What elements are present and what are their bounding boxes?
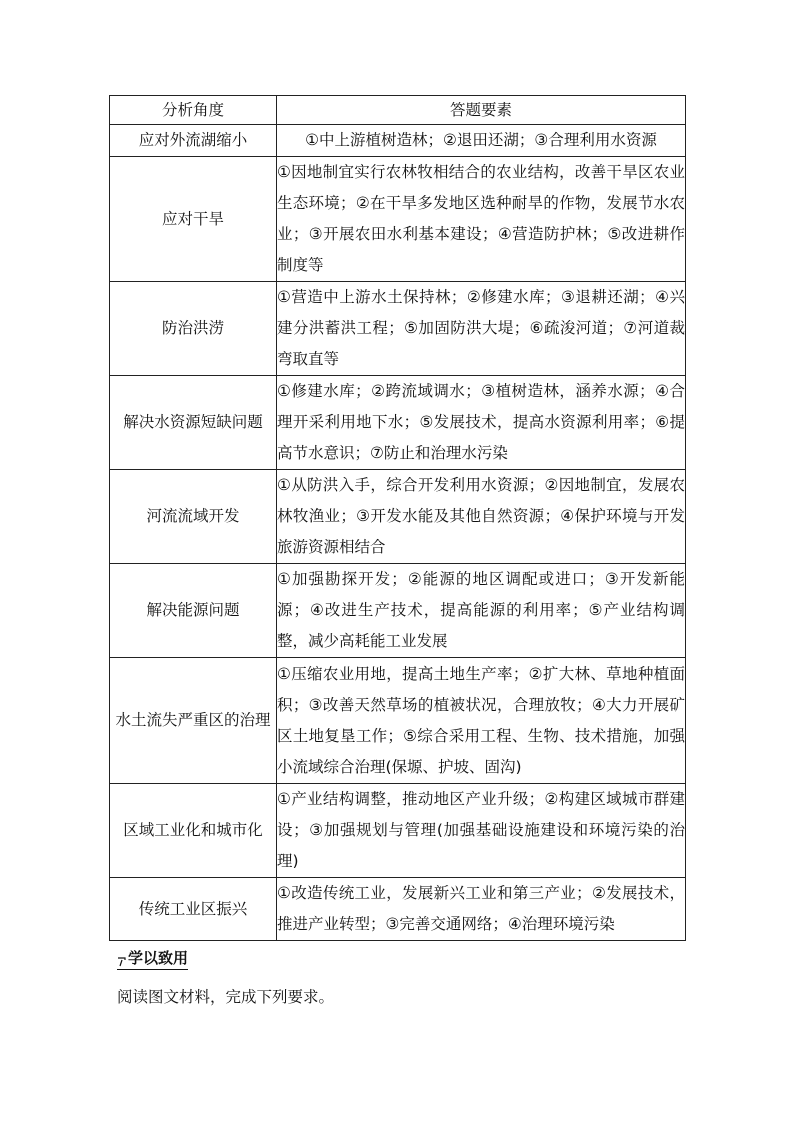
table-row bbox=[110, 157, 686, 282]
row-angle: 解决能源问题 bbox=[110, 564, 277, 658]
row-angle: 河流流域开发 bbox=[110, 470, 277, 564]
row-elements: ①产业结构调整，推动地区产业升级；②构建区域城市群建设；③加强规划与管理(加强基础设施建设和环境污染的治理) bbox=[277, 784, 686, 878]
table-row bbox=[110, 658, 686, 784]
instruction-text: 阅读图文材料，完成下列要求。 bbox=[117, 988, 335, 1006]
row-elements: ①压缩农业用地，提高土地生产率；②扩大林、草地种植面积；③改善天然草场的植被状况，合理放牧；④大力开展矿区土地复垦工作；⑤综合采用工程、生物、技术措施，加强小流域综合治理(保塬、护坡、固沟) bbox=[277, 658, 686, 784]
row-angle: 解决水资源短缺问题 bbox=[110, 376, 277, 470]
row-angle: 水土流失严重区的治理 bbox=[110, 658, 277, 784]
row-elements: ①从防洪入手，综合开发利用水资源；②因地制宜，发展农林牧渔业；③开发水能及其他自然资源；④保护环境与开发旅游资源相结合 bbox=[277, 470, 686, 564]
section-heading-text: 学以致用 bbox=[128, 949, 189, 967]
bracket-mark-icon bbox=[117, 952, 127, 964]
table-row bbox=[110, 784, 686, 878]
row-angle: 区域工业化和城市化 bbox=[110, 784, 277, 878]
table-row bbox=[110, 376, 686, 470]
table-header-row bbox=[110, 96, 686, 125]
table-row bbox=[110, 878, 686, 941]
row-elements: ①因地制宜实行农林牧相结合的农业结构，改善干旱区农业生态环境；②在干旱多发地区选种耐旱的作物，发展节水农业；③开展农田水利基本建设；④营造防护林；⑤改进耕作制度等 bbox=[277, 157, 686, 282]
analysis-table bbox=[109, 95, 686, 941]
header-elements: 答题要素 bbox=[277, 96, 686, 125]
row-angle: 应对干旱 bbox=[110, 157, 277, 282]
row-elements: ①营造中上游水土保持林；②修建水库；③退耕还湖；④兴建分洪蓄洪工程；⑤加固防洪大堤；⑥疏浚河道；⑦河道裁弯取直等 bbox=[277, 282, 686, 376]
header-angle: 分析角度 bbox=[110, 96, 277, 125]
row-elements: ①修建水库；②跨流域调水；③植树造林，涵养水源；④合理开采利用地下水；⑤发展技术，提高水资源利用率；⑥提高节水意识；⑦防止和治理水污染 bbox=[277, 376, 686, 470]
table-row bbox=[110, 470, 686, 564]
row-angle: 防治洪涝 bbox=[110, 282, 277, 376]
row-angle: 传统工业区振兴 bbox=[110, 878, 277, 941]
row-elements: ①中上游植树造林；②退田还湖；③合理利用水资源 bbox=[277, 125, 686, 157]
section-heading bbox=[117, 947, 188, 970]
table-row bbox=[110, 125, 686, 157]
table-row bbox=[110, 564, 686, 658]
row-elements: ①加强勘探开发；②能源的地区调配或进口；③开发新能源；④改进生产技术，提高能源的利用率；⑤产业结构调整，减少高耗能工业发展 bbox=[277, 564, 686, 658]
table-row bbox=[110, 282, 686, 376]
row-angle: 应对外流湖缩小 bbox=[110, 125, 277, 157]
row-elements: ①改造传统工业，发展新兴工业和第三产业；②发展技术，推进产业转型；③完善交通网络；④治理环境污染 bbox=[277, 878, 686, 941]
